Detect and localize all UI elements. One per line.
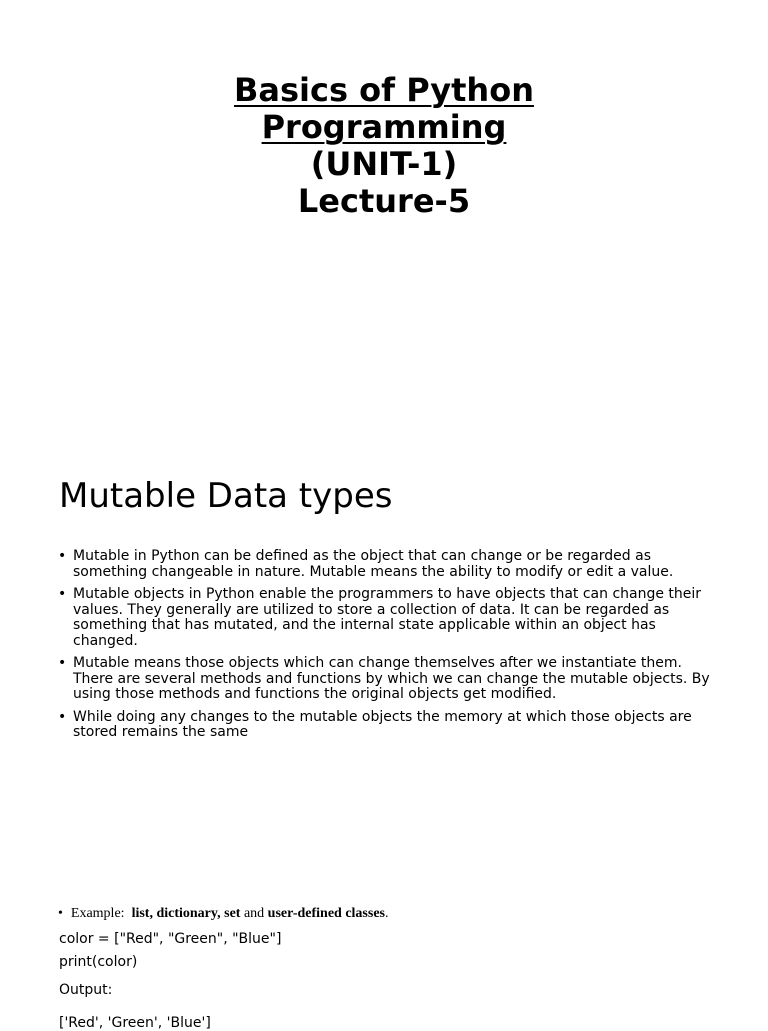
bullet-text: Mutable means those objects which can change themselves after we instantiate them. There are several methods and functions by which we can change the mutable objects. By using those methods and functions the original objects get modified. bbox=[73, 655, 710, 702]
list-item bbox=[58, 710, 718, 741]
list-item bbox=[58, 549, 718, 580]
example-joiner: and bbox=[243, 906, 265, 921]
code-line-1: color = ["Red", "Green", "Blue"] bbox=[59, 931, 282, 947]
bullet-marker: • bbox=[58, 708, 67, 725]
bullet-marker: • bbox=[58, 548, 67, 564]
page-title bbox=[0, 72, 768, 220]
bullet-text: Mutable in Python can be defined as the object that can change or be regarded as something changeable in nature. Mutable means the ability to modify or edit a value. bbox=[73, 548, 674, 580]
bullet-text: Mutable objects in Python enable the programmers to have objects that can change their values. They generally are utilized to store a collection of data. It can be regarded as something that has mutated, and the internal state applicable within an object has changed. bbox=[73, 586, 702, 649]
list-item bbox=[58, 587, 718, 649]
list-item bbox=[58, 656, 718, 703]
title-line-1: Basics of Python bbox=[234, 71, 534, 109]
example-term-1: list, dictionary, set bbox=[131, 906, 241, 921]
bullet-list bbox=[58, 549, 718, 748]
title-line-3: (UNIT-1) bbox=[310, 145, 458, 183]
title-line-2: Programming bbox=[261, 108, 507, 146]
output-value: ['Red', 'Green', 'Blue'] bbox=[59, 1015, 211, 1031]
example-prefix: Example: bbox=[70, 906, 125, 921]
example-term-2: user-defined classes bbox=[267, 906, 385, 921]
example-line bbox=[58, 905, 388, 923]
bullet-marker: • bbox=[58, 655, 67, 671]
output-label: Output: bbox=[59, 982, 113, 998]
code-line-2: print(color) bbox=[59, 954, 138, 970]
title-line-4: Lecture-5 bbox=[297, 182, 471, 220]
bullet-text: While doing any changes to the mutable objects the memory at which those objects are stored remains the same bbox=[73, 708, 692, 740]
example-suffix: . bbox=[384, 906, 389, 921]
section-heading: Mutable Data types bbox=[59, 476, 393, 516]
bullet-marker: • bbox=[58, 586, 67, 602]
bullet-marker: • bbox=[58, 906, 63, 921]
